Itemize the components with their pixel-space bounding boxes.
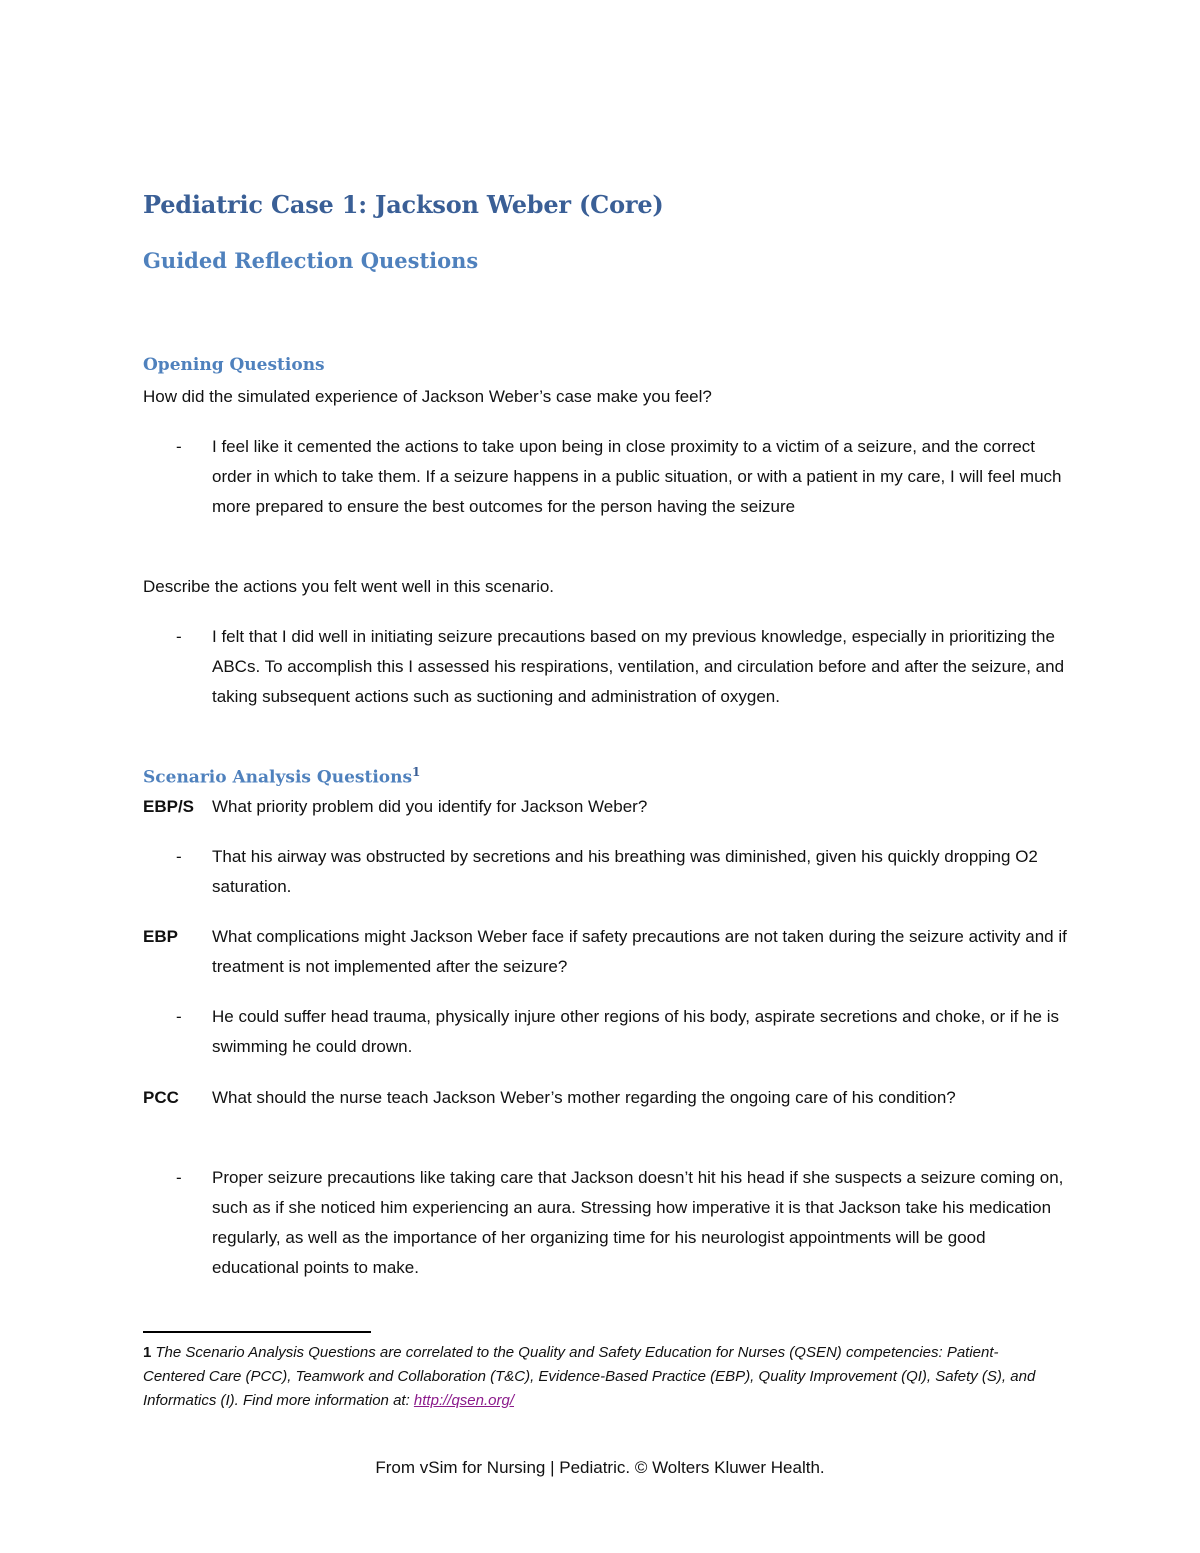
competency-tag: EBP/S (143, 797, 195, 816)
scenario-analysis-heading (143, 765, 420, 788)
page-footer: From vSim for Nursing | Pediatric. © Wolters Kluwer Health. (375, 1458, 825, 1477)
scenario-question-3 (143, 1083, 1073, 1113)
scenario-heading-text: Scenario Analysis Questions (143, 767, 413, 788)
answer-text: He could suffer head trauma, physically injure other regions of his body, aspirate secretions and choke, or if he is swimming he could drown. (212, 1007, 1059, 1056)
footnote (143, 1341, 1043, 1413)
opening-questions-heading: Opening Questions (143, 355, 325, 375)
answer-text: I feel like it cemented the actions to take upon being in close proximity to a victim of a seizure, and the correct order in which to take them. If a seizure happens in a public situation, or with a patient in my care, I will feel much more prepared to ensure the best outcomes for the person having the seizure (212, 437, 1062, 516)
scenario-question-2 (143, 922, 1073, 982)
opening-answer-2 (176, 622, 1066, 712)
bullet-dash: - (176, 437, 182, 456)
opening-question-1: How did the simulated experience of Jackson Weber’s case make you feel? (143, 387, 712, 406)
page-subtitle: Guided Reflection Questions (143, 248, 479, 273)
scenario-answer-2 (176, 1002, 1066, 1062)
scenario-answer-1 (176, 842, 1066, 902)
footnote-mark: 1 (412, 765, 421, 779)
bullet-dash: - (176, 847, 182, 866)
scenario-answer-3 (176, 1163, 1066, 1283)
qsen-link[interactable]: http://qsen.org/ (413, 1392, 514, 1409)
answer-text: I felt that I did well in initiating seizure precautions based on my previous knowledge, especially in prioritizing the ABCs. To accomplish this I assessed his respirations, ventilation, and circulation before and after the seizure, and taking subsequent actions such as suctioning and administration of oxygen. (212, 627, 1065, 706)
competency-tag: PCC (143, 1088, 179, 1107)
bullet-dash: - (176, 1168, 182, 1187)
bullet-dash: - (176, 627, 182, 646)
page-title: Pediatric Case 1: Jackson Weber (Core) (143, 190, 664, 219)
competency-tag: EBP (143, 927, 178, 946)
scenario-question-1 (143, 792, 1073, 822)
question-text: What complications might Jackson Weber face if safety precautions are not taken during the seizure activity and if treatment is not implemented after the seizure? (212, 927, 1067, 976)
footnote-number: 1 (143, 1344, 152, 1361)
question-text: What should the nurse teach Jackson Weber’s mother regarding the ongoing care of his condition? (212, 1088, 956, 1107)
answer-text: Proper seizure precautions like taking care that Jackson doesn’t hit his head if she suspects a seizure coming on, such as if she noticed him experiencing an aura. Stressing how imperative it is that Jackson take his medication regularly, as well as the importance of her organizing time for his neurologist appointments will be good educational points to make. (212, 1168, 1064, 1277)
footnote-separator (143, 1331, 371, 1333)
bullet-dash: - (176, 1007, 182, 1026)
answer-text: That his airway was obstructed by secretions and his breathing was diminished, given his quickly dropping O2 saturation. (212, 847, 1038, 896)
footnote-text: The Scenario Analysis Questions are correlated to the Quality and Safety Education for Nurses (QSEN) competencies: Patient-Centered Care (PCC), Teamwork and Collaboration (T&C), Evidence-Based Practice (EBP), Quality Improvement (QI), Safety (S), and Informatics (I). Find more information at: (143, 1344, 1036, 1409)
opening-answer-1 (176, 432, 1066, 522)
opening-question-2: Describe the actions you felt went well in this scenario. (143, 577, 555, 596)
question-text: What priority problem did you identify for Jackson Weber? (212, 797, 648, 816)
